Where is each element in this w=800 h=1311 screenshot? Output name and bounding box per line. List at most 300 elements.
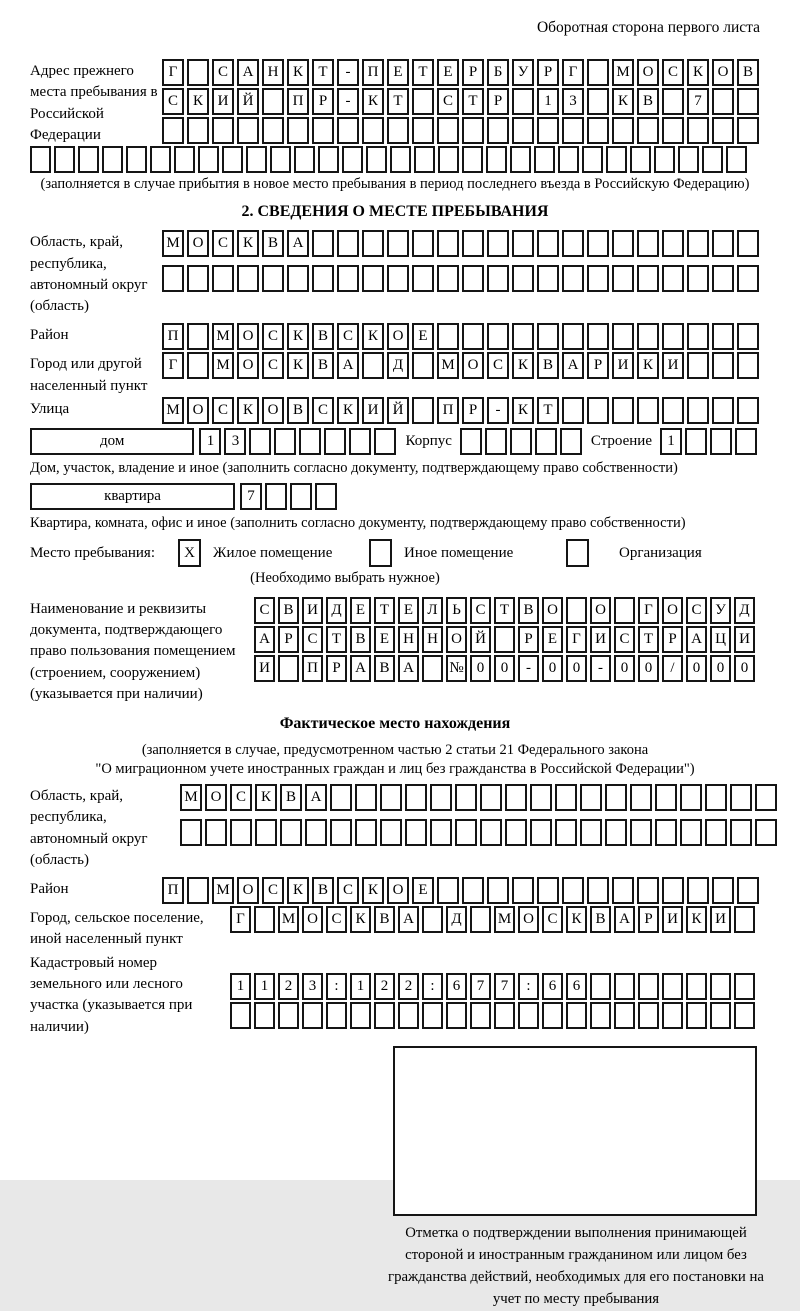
char-cell[interactable]: [422, 1002, 443, 1029]
char-cell[interactable]: 1: [350, 973, 371, 1000]
char-cell[interactable]: Б: [487, 59, 509, 86]
char-cell[interactable]: [710, 973, 731, 1000]
char-cell[interactable]: [187, 877, 209, 904]
char-cell[interactable]: [737, 230, 759, 257]
char-cell[interactable]: [278, 1002, 299, 1029]
char-cell[interactable]: [412, 265, 434, 292]
char-cell[interactable]: 6: [446, 973, 467, 1000]
char-cell[interactable]: [687, 323, 709, 350]
char-cell[interactable]: У: [512, 59, 534, 86]
char-cell[interactable]: 0: [734, 655, 755, 682]
char-cell[interactable]: [712, 323, 734, 350]
actual-city-line[interactable]: [230, 906, 760, 934]
document-line1[interactable]: [254, 597, 760, 625]
char-cell[interactable]: 3: [224, 428, 246, 455]
char-cell[interactable]: [678, 146, 699, 173]
char-cell[interactable]: [205, 819, 227, 846]
char-cell[interactable]: [505, 819, 527, 846]
char-cell[interactable]: [305, 819, 327, 846]
char-cell[interactable]: [462, 323, 484, 350]
char-cell[interactable]: [655, 819, 677, 846]
char-cell[interactable]: [494, 1002, 515, 1029]
char-cell[interactable]: М: [278, 906, 299, 933]
char-cell[interactable]: [687, 117, 709, 144]
char-cell[interactable]: В: [312, 877, 334, 904]
char-cell[interactable]: К: [512, 352, 534, 379]
char-cell[interactable]: [587, 397, 609, 424]
char-cell[interactable]: [530, 819, 552, 846]
char-cell[interactable]: П: [162, 323, 184, 350]
char-cell[interactable]: [542, 1002, 563, 1029]
char-cell[interactable]: [614, 1002, 635, 1029]
char-cell[interactable]: С: [212, 230, 234, 257]
char-cell[interactable]: [637, 397, 659, 424]
char-cell[interactable]: [612, 323, 634, 350]
char-cell[interactable]: Р: [537, 59, 559, 86]
char-cell[interactable]: С: [230, 784, 252, 811]
char-cell[interactable]: [287, 265, 309, 292]
char-cell[interactable]: Г: [230, 906, 251, 933]
char-cell[interactable]: О: [387, 323, 409, 350]
char-cell[interactable]: М: [494, 906, 515, 933]
char-cell[interactable]: [222, 146, 243, 173]
char-cell[interactable]: [562, 265, 584, 292]
char-cell[interactable]: [230, 1002, 251, 1029]
char-cell[interactable]: [562, 877, 584, 904]
char-cell[interactable]: [702, 146, 723, 173]
char-cell[interactable]: Е: [412, 877, 434, 904]
char-cell[interactable]: [730, 784, 752, 811]
char-cell[interactable]: [174, 146, 195, 173]
char-cell[interactable]: [412, 230, 434, 257]
char-cell[interactable]: И: [662, 352, 684, 379]
char-cell[interactable]: В: [537, 352, 559, 379]
char-cell[interactable]: С: [326, 906, 347, 933]
char-cell[interactable]: [662, 877, 684, 904]
char-cell[interactable]: [187, 265, 209, 292]
char-cell[interactable]: Е: [542, 626, 563, 653]
char-cell[interactable]: [680, 784, 702, 811]
char-cell[interactable]: Ь: [446, 597, 467, 624]
char-cell[interactable]: [462, 230, 484, 257]
char-cell[interactable]: [380, 784, 402, 811]
char-cell[interactable]: [612, 230, 634, 257]
char-cell[interactable]: С: [254, 597, 275, 624]
char-cell[interactable]: [587, 265, 609, 292]
char-cell[interactable]: [512, 117, 534, 144]
char-cell[interactable]: [630, 784, 652, 811]
checkbox-organization[interactable]: [566, 539, 589, 567]
char-cell[interactable]: [398, 1002, 419, 1029]
char-cell[interactable]: [366, 146, 387, 173]
char-cell[interactable]: [412, 397, 434, 424]
char-cell[interactable]: Г: [562, 59, 584, 86]
char-cell[interactable]: [187, 59, 209, 86]
char-cell[interactable]: [560, 428, 582, 455]
char-cell[interactable]: [237, 265, 259, 292]
char-cell[interactable]: [230, 819, 252, 846]
char-cell[interactable]: [637, 323, 659, 350]
char-cell[interactable]: [430, 784, 452, 811]
char-cell[interactable]: [655, 784, 677, 811]
char-cell[interactable]: В: [637, 88, 659, 115]
char-cell[interactable]: С: [262, 877, 284, 904]
char-cell[interactable]: [512, 323, 534, 350]
char-cell[interactable]: [337, 117, 359, 144]
region-line1[interactable]: [162, 230, 762, 258]
char-cell[interactable]: Г: [162, 59, 184, 86]
char-cell[interactable]: [299, 428, 321, 455]
char-cell[interactable]: И: [612, 352, 634, 379]
char-cell[interactable]: [198, 146, 219, 173]
char-cell[interactable]: М: [212, 352, 234, 379]
char-cell[interactable]: [614, 973, 635, 1000]
char-cell[interactable]: [534, 146, 555, 173]
apartment-type-box[interactable]: квартира: [30, 483, 235, 510]
char-cell[interactable]: [730, 819, 752, 846]
char-cell[interactable]: О: [187, 230, 209, 257]
char-cell[interactable]: [374, 1002, 395, 1029]
char-cell[interactable]: Д: [326, 597, 347, 624]
char-cell[interactable]: Р: [462, 397, 484, 424]
char-cell[interactable]: [494, 626, 515, 653]
char-cell[interactable]: [438, 146, 459, 173]
char-cell[interactable]: [362, 352, 384, 379]
char-cell[interactable]: И: [362, 397, 384, 424]
char-cell[interactable]: /: [662, 655, 683, 682]
char-cell[interactable]: 0: [542, 655, 563, 682]
char-cell[interactable]: 1: [254, 973, 275, 1000]
char-cell[interactable]: -: [337, 88, 359, 115]
char-cell[interactable]: [262, 88, 284, 115]
char-cell[interactable]: 1: [199, 428, 221, 455]
char-cell[interactable]: [612, 877, 634, 904]
char-cell[interactable]: [315, 483, 337, 510]
char-cell[interactable]: 2: [278, 973, 299, 1000]
char-cell[interactable]: [710, 428, 732, 455]
char-cell[interactable]: И: [212, 88, 234, 115]
char-cell[interactable]: [337, 230, 359, 257]
char-cell[interactable]: [712, 352, 734, 379]
char-cell[interactable]: С: [262, 352, 284, 379]
char-cell[interactable]: [537, 230, 559, 257]
char-cell[interactable]: С: [212, 397, 234, 424]
char-cell[interactable]: 0: [686, 655, 707, 682]
char-cell[interactable]: [737, 265, 759, 292]
char-cell[interactable]: [460, 428, 482, 455]
char-cell[interactable]: Е: [374, 626, 395, 653]
char-cell[interactable]: [326, 1002, 347, 1029]
char-cell[interactable]: [737, 88, 759, 115]
char-cell[interactable]: [712, 230, 734, 257]
char-cell[interactable]: [566, 1002, 587, 1029]
char-cell[interactable]: [470, 1002, 491, 1029]
char-cell[interactable]: [712, 877, 734, 904]
char-cell[interactable]: М: [212, 877, 234, 904]
char-cell[interactable]: [262, 265, 284, 292]
char-cell[interactable]: [487, 117, 509, 144]
char-cell[interactable]: А: [398, 655, 419, 682]
char-cell[interactable]: К: [237, 397, 259, 424]
char-cell[interactable]: А: [287, 230, 309, 257]
char-cell[interactable]: [705, 784, 727, 811]
char-cell[interactable]: [630, 146, 651, 173]
char-cell[interactable]: 0: [470, 655, 491, 682]
char-cell[interactable]: [422, 906, 443, 933]
char-cell[interactable]: [254, 1002, 275, 1029]
char-cell[interactable]: И: [734, 626, 755, 653]
char-cell[interactable]: К: [350, 906, 371, 933]
char-cell[interactable]: П: [437, 397, 459, 424]
char-cell[interactable]: О: [542, 597, 563, 624]
house-number-cells[interactable]: [199, 428, 399, 456]
char-cell[interactable]: [405, 819, 427, 846]
char-cell[interactable]: [555, 784, 577, 811]
char-cell[interactable]: [735, 428, 757, 455]
actual-region-line2[interactable]: [180, 819, 780, 847]
char-cell[interactable]: [290, 483, 312, 510]
char-cell[interactable]: [562, 323, 584, 350]
char-cell[interactable]: 7: [470, 973, 491, 1000]
char-cell[interactable]: [355, 819, 377, 846]
char-cell[interactable]: [312, 265, 334, 292]
char-cell[interactable]: [487, 265, 509, 292]
char-cell[interactable]: С: [614, 626, 635, 653]
char-cell[interactable]: В: [518, 597, 539, 624]
char-cell[interactable]: [638, 973, 659, 1000]
char-cell[interactable]: Г: [566, 626, 587, 653]
char-cell[interactable]: К: [512, 397, 534, 424]
apartment-cells[interactable]: [240, 483, 340, 511]
char-cell[interactable]: В: [287, 397, 309, 424]
char-cell[interactable]: [150, 146, 171, 173]
char-cell[interactable]: [686, 973, 707, 1000]
char-cell[interactable]: [405, 784, 427, 811]
char-cell[interactable]: С: [437, 88, 459, 115]
char-cell[interactable]: [254, 906, 275, 933]
char-cell[interactable]: А: [254, 626, 275, 653]
char-cell[interactable]: [755, 784, 777, 811]
char-cell[interactable]: [612, 117, 634, 144]
char-cell[interactable]: Р: [462, 59, 484, 86]
char-cell[interactable]: [505, 784, 527, 811]
char-cell[interactable]: И: [590, 626, 611, 653]
char-cell[interactable]: С: [487, 352, 509, 379]
char-cell[interactable]: [755, 819, 777, 846]
char-cell[interactable]: [605, 784, 627, 811]
char-cell[interactable]: М: [612, 59, 634, 86]
char-cell[interactable]: [685, 428, 707, 455]
char-cell[interactable]: Н: [398, 626, 419, 653]
char-cell[interactable]: [422, 655, 443, 682]
char-cell[interactable]: [412, 352, 434, 379]
char-cell[interactable]: [737, 117, 759, 144]
char-cell[interactable]: Е: [387, 59, 409, 86]
char-cell[interactable]: [737, 323, 759, 350]
document-line2[interactable]: [254, 626, 760, 654]
char-cell[interactable]: [637, 265, 659, 292]
char-cell[interactable]: К: [362, 323, 384, 350]
char-cell[interactable]: С: [662, 59, 684, 86]
char-cell[interactable]: [362, 265, 384, 292]
char-cell[interactable]: П: [287, 88, 309, 115]
char-cell[interactable]: [662, 1002, 683, 1029]
char-cell[interactable]: [455, 784, 477, 811]
char-cell[interactable]: [662, 397, 684, 424]
char-cell[interactable]: [510, 146, 531, 173]
char-cell[interactable]: [30, 146, 51, 173]
char-cell[interactable]: [350, 1002, 371, 1029]
char-cell[interactable]: П: [162, 877, 184, 904]
char-cell[interactable]: Т: [412, 59, 434, 86]
char-cell[interactable]: :: [326, 973, 347, 1000]
char-cell[interactable]: [265, 483, 287, 510]
char-cell[interactable]: Р: [518, 626, 539, 653]
char-cell[interactable]: [537, 877, 559, 904]
char-cell[interactable]: [737, 397, 759, 424]
street-line[interactable]: [162, 397, 762, 425]
char-cell[interactable]: 0: [494, 655, 515, 682]
char-cell[interactable]: Т: [312, 59, 334, 86]
char-cell[interactable]: О: [205, 784, 227, 811]
char-cell[interactable]: С: [262, 323, 284, 350]
char-cell[interactable]: [605, 819, 627, 846]
char-cell[interactable]: Й: [470, 626, 491, 653]
char-cell[interactable]: [462, 265, 484, 292]
char-cell[interactable]: [580, 819, 602, 846]
char-cell[interactable]: В: [262, 230, 284, 257]
actual-district-line[interactable]: [162, 877, 762, 905]
korpus-cells[interactable]: [460, 428, 585, 456]
char-cell[interactable]: 0: [710, 655, 731, 682]
char-cell[interactable]: О: [262, 397, 284, 424]
district-line[interactable]: [162, 323, 762, 351]
char-cell[interactable]: В: [590, 906, 611, 933]
checkbox-residential[interactable]: X: [178, 539, 201, 567]
house-type-box[interactable]: дом: [30, 428, 194, 455]
char-cell[interactable]: 7: [687, 88, 709, 115]
char-cell[interactable]: [294, 146, 315, 173]
char-cell[interactable]: В: [350, 626, 371, 653]
char-cell[interactable]: [255, 819, 277, 846]
char-cell[interactable]: [237, 117, 259, 144]
char-cell[interactable]: [662, 230, 684, 257]
char-cell[interactable]: [638, 1002, 659, 1029]
char-cell[interactable]: [387, 265, 409, 292]
region-line2[interactable]: [162, 265, 762, 293]
char-cell[interactable]: [312, 117, 334, 144]
char-cell[interactable]: 3: [302, 973, 323, 1000]
char-cell[interactable]: О: [637, 59, 659, 86]
char-cell[interactable]: [362, 230, 384, 257]
char-cell[interactable]: А: [686, 626, 707, 653]
char-cell[interactable]: [274, 428, 296, 455]
char-cell[interactable]: О: [462, 352, 484, 379]
char-cell[interactable]: Т: [462, 88, 484, 115]
checkbox-other-premises[interactable]: [369, 539, 392, 567]
char-cell[interactable]: [535, 428, 557, 455]
char-cell[interactable]: О: [712, 59, 734, 86]
char-cell[interactable]: 6: [566, 973, 587, 1000]
char-cell[interactable]: [480, 819, 502, 846]
char-cell[interactable]: [558, 146, 579, 173]
char-cell[interactable]: [737, 352, 759, 379]
char-cell[interactable]: [737, 877, 759, 904]
char-cell[interactable]: [480, 784, 502, 811]
char-cell[interactable]: [446, 1002, 467, 1029]
char-cell[interactable]: [246, 146, 267, 173]
char-cell[interactable]: К: [287, 877, 309, 904]
char-cell[interactable]: Р: [662, 626, 683, 653]
char-cell[interactable]: [437, 117, 459, 144]
prev-address-line1[interactable]: [162, 59, 762, 87]
char-cell[interactable]: Р: [278, 626, 299, 653]
char-cell[interactable]: О: [446, 626, 467, 653]
char-cell[interactable]: [187, 117, 209, 144]
char-cell[interactable]: 7: [494, 973, 515, 1000]
char-cell[interactable]: К: [686, 906, 707, 933]
char-cell[interactable]: [705, 819, 727, 846]
char-cell[interactable]: [280, 819, 302, 846]
char-cell[interactable]: [349, 428, 371, 455]
char-cell[interactable]: [710, 1002, 731, 1029]
char-cell[interactable]: Ц: [710, 626, 731, 653]
char-cell[interactable]: [587, 88, 609, 115]
char-cell[interactable]: О: [387, 877, 409, 904]
char-cell[interactable]: О: [237, 323, 259, 350]
char-cell[interactable]: [387, 117, 409, 144]
char-cell[interactable]: [637, 877, 659, 904]
char-cell[interactable]: С: [312, 397, 334, 424]
char-cell[interactable]: [510, 428, 532, 455]
char-cell[interactable]: [562, 117, 584, 144]
char-cell[interactable]: Д: [446, 906, 467, 933]
char-cell[interactable]: 0: [638, 655, 659, 682]
char-cell[interactable]: [462, 877, 484, 904]
char-cell[interactable]: [734, 906, 755, 933]
char-cell[interactable]: -: [590, 655, 611, 682]
char-cell[interactable]: [687, 397, 709, 424]
char-cell[interactable]: В: [312, 323, 334, 350]
char-cell[interactable]: [212, 265, 234, 292]
char-cell[interactable]: №: [446, 655, 467, 682]
char-cell[interactable]: С: [470, 597, 491, 624]
char-cell[interactable]: [212, 117, 234, 144]
char-cell[interactable]: [637, 230, 659, 257]
char-cell[interactable]: Т: [537, 397, 559, 424]
char-cell[interactable]: [337, 265, 359, 292]
char-cell[interactable]: К: [362, 88, 384, 115]
char-cell[interactable]: Е: [437, 59, 459, 86]
char-cell[interactable]: [302, 1002, 323, 1029]
stroenie-cells[interactable]: [660, 428, 760, 456]
char-cell[interactable]: [512, 877, 534, 904]
char-cell[interactable]: К: [255, 784, 277, 811]
char-cell[interactable]: К: [237, 230, 259, 257]
char-cell[interactable]: [380, 819, 402, 846]
char-cell[interactable]: Т: [326, 626, 347, 653]
char-cell[interactable]: [324, 428, 346, 455]
char-cell[interactable]: [342, 146, 363, 173]
char-cell[interactable]: В: [280, 784, 302, 811]
char-cell[interactable]: [686, 1002, 707, 1029]
char-cell[interactable]: А: [398, 906, 419, 933]
char-cell[interactable]: Р: [326, 655, 347, 682]
char-cell[interactable]: [712, 265, 734, 292]
char-cell[interactable]: [162, 265, 184, 292]
char-cell[interactable]: [462, 146, 483, 173]
char-cell[interactable]: [662, 265, 684, 292]
